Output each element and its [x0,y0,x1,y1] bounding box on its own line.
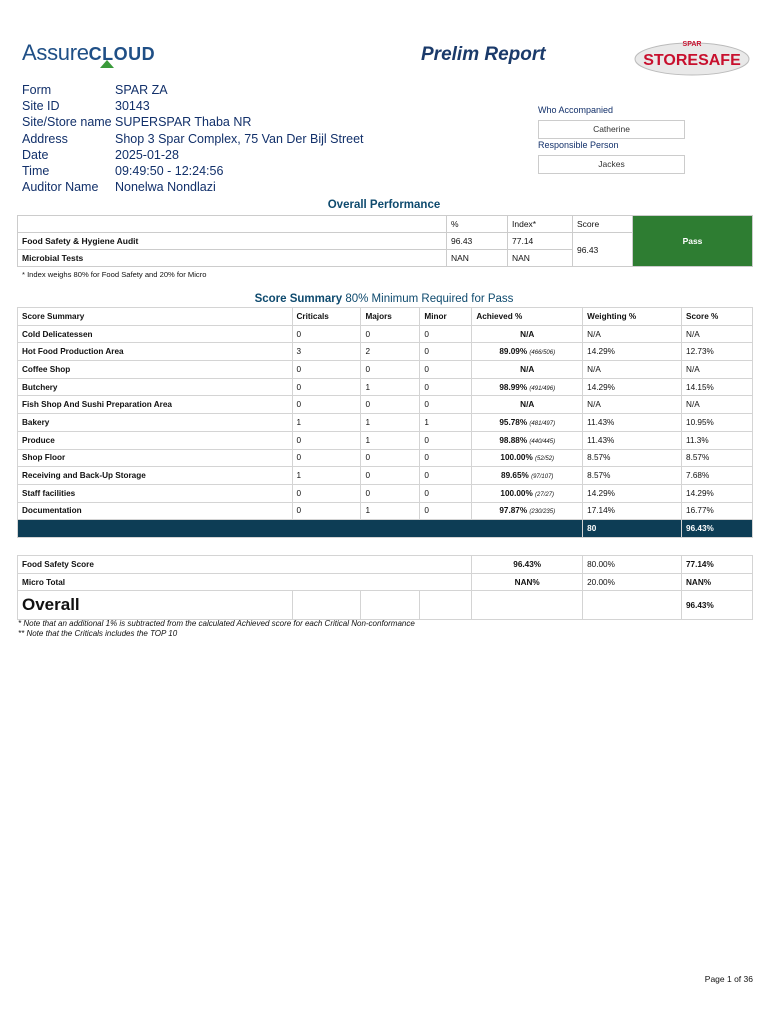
score-cell: 11.3% [682,431,753,449]
achieved-fraction: (230/235) [529,509,556,516]
storesafe-logo-text: STORESAFE [643,52,741,69]
criticals-cell: 1 [292,414,361,432]
section-name: Coffee Shop [18,361,293,379]
op-row-name: Food Safety & Hygiene Audit [18,233,447,250]
minor-cell: 0 [420,502,472,520]
achieved-value: 89.65% [501,471,529,481]
final-row-name: Micro Total [18,573,472,591]
info-label: Site/Store name [22,115,112,130]
achieved-cell [472,396,583,414]
achieved-fraction: (466/506) [529,350,556,357]
final-row-achieved: 96.43% [472,556,583,574]
score-summary-title [0,293,768,305]
majors-cell: 0 [361,484,420,502]
table-row [18,378,753,396]
minor-cell: 0 [420,467,472,485]
score-cell: 16.77% [682,502,753,520]
achieved-fraction: (491/496) [529,385,556,392]
section-name: Cold Delicatessen [18,325,293,343]
overall-row [18,591,753,620]
score-summary-title-rest: 80% Minimum Required for Pass [345,293,514,305]
table-row [18,414,753,432]
achieved-cell [472,378,583,396]
score-cell: N/A [682,396,753,414]
score-cell: 8.57% [682,449,753,467]
overall-score: 96.43% [682,591,753,620]
overall-performance-table [17,215,753,267]
footnote-top10: ** Note that the Criticals includes the TOP 10 [18,629,178,638]
info-row [22,163,364,179]
criticals-cell: 0 [292,484,361,502]
col-header: Weighting % [583,308,682,326]
info-label: Date [22,147,49,162]
table-row [18,325,753,343]
index-note: * Index weighs 80% for Food Safety and 20% for Micro [22,270,207,279]
achieved-value: 98.88% [499,435,528,445]
info-row [22,98,364,114]
weighting-cell: N/A [583,325,682,343]
achieved-cell [472,414,583,432]
table-row [18,431,753,449]
op-score: 96.43 [573,233,633,267]
score-cell: 14.29% [682,484,753,502]
criticals-cell: 0 [292,449,361,467]
info-value: Nonelwa Nondlazi [115,180,216,195]
score-cell: 12.73% [682,343,753,361]
minor-cell: 0 [420,484,472,502]
col-header: Criticals [292,308,361,326]
achieved-cell [472,502,583,520]
col-header: Achieved % [472,308,583,326]
weighting-cell: 14.29% [583,484,682,502]
table-row [18,556,753,574]
table-row [18,449,753,467]
responsible-person-field: Jackes [538,155,685,174]
weighting-cell: N/A [583,361,682,379]
weighting-cell: 8.57% [583,467,682,485]
achieved-fraction: (97/107) [531,474,554,481]
final-row-weight: 20.00% [583,573,682,591]
score-summary-table [17,307,753,538]
op-row-name: Microbial Tests [18,250,447,267]
achieved-cell [472,361,583,379]
majors-cell: 0 [361,396,420,414]
info-row [22,179,364,195]
section-name: Receiving and Back-Up Storage [18,467,293,485]
table-row [18,396,753,414]
achieved-value: N/A [520,329,535,339]
info-label: Time [22,164,50,179]
majors-cell: 1 [361,378,420,396]
achieved-value: 98.99% [499,382,528,392]
achieved-value: 100.00% [500,488,533,498]
majors-cell: 1 [361,431,420,449]
total-weight: 80 [583,520,682,538]
final-score-table [17,555,753,620]
col-header: Score % [682,308,753,326]
section-name: Butchery [18,378,293,396]
criticals-cell: 0 [292,431,361,449]
info-row [22,131,364,147]
table-row [18,467,753,485]
minor-cell: 0 [420,361,472,379]
logo-leaf-icon [100,60,114,68]
achieved-fraction: (27/27) [535,491,555,498]
final-row-achieved: NAN% [472,573,583,591]
final-row-score: 77.14% [682,556,753,574]
responsible-person-label: Responsible Person [538,140,619,150]
section-name: Shop Floor [18,449,293,467]
weighting-cell: 11.43% [583,414,682,432]
audit-info [22,82,364,195]
achieved-value: 95.78% [499,417,528,427]
score-summary-title-bold: Score Summary [254,293,343,305]
info-value: SUPERSPAR Thaba NR [115,115,252,130]
majors-cell: 0 [361,361,420,379]
majors-cell: 0 [361,467,420,485]
criticals-cell: 0 [292,325,361,343]
weighting-cell: 14.29% [583,343,682,361]
weighting-cell: 17.14% [583,502,682,520]
score-cell: 7.68% [682,467,753,485]
achieved-value: 100.00% [500,453,533,463]
achieved-fraction: (440/445) [529,438,556,445]
total-score: 96.43% [682,520,753,538]
achieved-cell [472,484,583,502]
achieved-cell [472,343,583,361]
storesafe-logo [634,38,750,76]
final-row-name: Food Safety Score [18,556,472,574]
criticals-cell: 1 [292,467,361,485]
section-name: Staff facilities [18,484,293,502]
criticals-cell: 3 [292,343,361,361]
info-row [22,147,364,163]
weighting-cell: 11.43% [583,431,682,449]
info-label: Auditor Name [22,180,99,195]
info-value: 2025-01-28 [115,147,179,162]
majors-cell: 2 [361,343,420,361]
table-row [18,484,753,502]
achieved-fraction: (52/52) [535,456,555,463]
minor-cell: 0 [420,396,472,414]
total-row [18,520,753,538]
weighting-cell: N/A [583,396,682,414]
info-label: Form [22,83,52,97]
minor-cell: 0 [420,325,472,343]
achieved-cell [472,431,583,449]
score-cell: N/A [682,325,753,343]
final-row-weight: 80.00% [583,556,682,574]
achieved-cell [472,325,583,343]
footnotes [18,619,415,639]
col-header: Score Summary [18,308,293,326]
op-header-score: Score [573,216,633,233]
page-title: Prelim Report [421,44,546,65]
section-name: Produce [18,431,293,449]
section-name: Hot Food Production Area [18,343,293,361]
majors-cell: 0 [361,449,420,467]
overall-performance-title: Overall Performance [327,199,441,211]
section-name: Documentation [18,502,293,520]
section-name: Fish Shop And Sushi Preparation Area [18,396,293,414]
info-value: SPAR ZA [115,83,168,97]
page-number: Page 1 of 36 [704,974,753,984]
op-row-pct: NAN [447,250,508,267]
section-name: Bakery [18,414,293,432]
storesafe-logo-brand: SPAR [682,41,702,48]
achieved-value: 97.87% [499,506,528,516]
minor-cell: 0 [420,449,472,467]
table-row [18,343,753,361]
footnote-critical: * Note that an additional 1% is subtracted from the calculated Achieved score for each Critical Non-conformance [18,619,415,628]
minor-cell: 1 [420,414,472,432]
weighting-cell: 8.57% [583,449,682,467]
weighting-cell: 14.29% [583,378,682,396]
who-accompanied-field: Catherine [538,120,685,139]
op-header-pct: % [447,216,508,233]
score-cell: 14.15% [682,378,753,396]
achieved-cell [472,449,583,467]
col-header: Minor [420,308,472,326]
minor-cell: 0 [420,431,472,449]
assurecloud-logo [22,40,155,66]
info-label: Address [22,131,68,146]
op-header-index: Index* [508,216,573,233]
table-row [18,502,753,520]
score-cell: 10.95% [682,414,753,432]
final-row-score: NAN% [682,573,753,591]
score-summary-header-row [18,308,753,326]
op-row-index: NAN [508,250,573,267]
minor-cell: 0 [420,343,472,361]
table-row [18,573,753,591]
criticals-cell: 0 [292,396,361,414]
result-badge: Pass [633,216,753,267]
col-header: Majors [361,308,420,326]
logo-text-cloud: CLOUD [88,44,156,64]
achieved-value: N/A [520,364,535,374]
criticals-cell: 0 [292,378,361,396]
info-value: 09:49:50 - 12:24:56 [115,164,224,179]
achieved-value: 89.09% [499,347,528,357]
who-accompanied-label: Who Accompanied [538,105,614,115]
achieved-fraction: (481/497) [529,420,556,427]
achieved-cell [472,467,583,485]
info-row [22,82,364,98]
info-label: Site ID [22,99,60,114]
score-cell: N/A [682,361,753,379]
table-row [18,361,753,379]
info-value: 30143 [115,99,150,114]
logo-text-assure: Assure [22,40,89,65]
majors-cell: 1 [361,502,420,520]
minor-cell: 0 [420,378,472,396]
info-row [22,114,364,130]
overall-label: Overall [18,591,293,620]
criticals-cell: 0 [292,361,361,379]
achieved-value: N/A [520,400,535,410]
op-row-index: 77.14 [508,233,573,250]
criticals-cell: 0 [292,502,361,520]
majors-cell: 0 [361,325,420,343]
op-row-pct: 96.43 [447,233,508,250]
info-value: Shop 3 Spar Complex, 75 Van Der Bijl Street [115,131,364,146]
majors-cell: 1 [361,414,420,432]
